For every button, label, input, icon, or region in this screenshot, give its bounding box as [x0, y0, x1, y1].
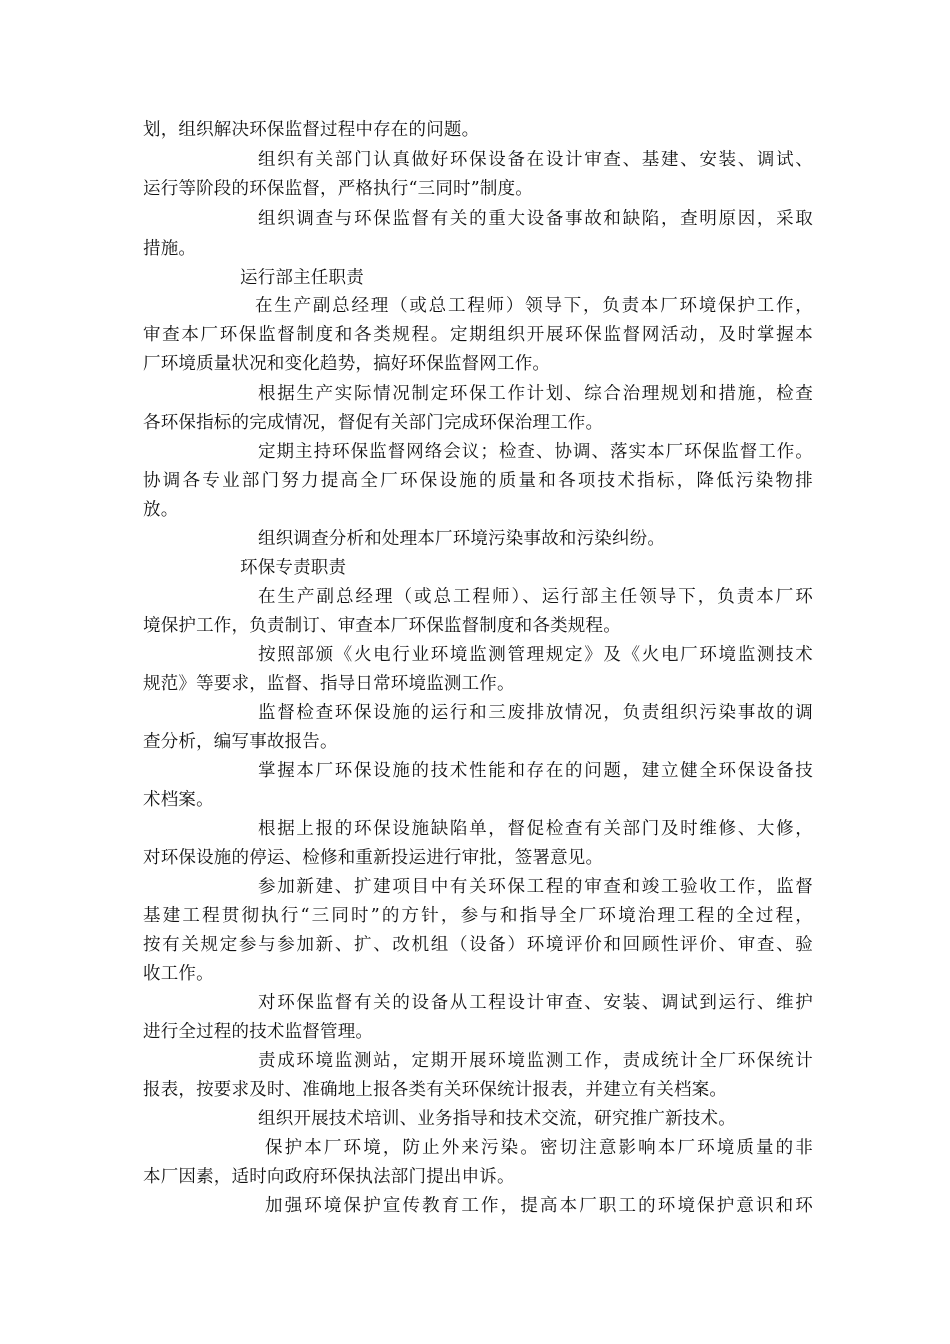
- paragraph-first-line: 加强环境保护宣传教育工作，提高本厂职工的环境保护意识和环: [265, 1196, 813, 1216]
- text-line: 术档案。: [143, 790, 214, 810]
- paragraph-first-line: 组织有关部门认真做好环保设备在设计审查、基建、安装、调试、: [258, 150, 813, 170]
- text-line: 收工作。: [143, 964, 214, 984]
- text-line: 划，组织解决环保监督过程中存在的问题。: [143, 120, 480, 140]
- text-line: 报表，按要求及时、准确地上报各类有关环保统计报表，并建立有关档案。: [143, 1080, 728, 1100]
- text-line: 放。: [143, 500, 179, 520]
- text-line: 按有关规定参与参加新、扩、改机组（设备）环境评价和回顾性评价、审查、验: [143, 935, 813, 955]
- text-line: 本厂因素，适时向政府环保执法部门提出申诉。: [143, 1167, 515, 1187]
- paragraph-first-line: 责成环境监测站，定期开展环境监测工作，责成统计全厂环保统计: [258, 1051, 813, 1071]
- text-line: 运行等阶段的环保监督，严格执行“三同时”制度。: [143, 179, 533, 199]
- section-heading: 环保专责职责: [240, 558, 347, 578]
- paragraph-first-line: 组织调查分析和处理本厂环境污染事故和污染纠纷。: [258, 529, 666, 549]
- text-line: 审查本厂环保监督制度和各类规程。定期组织开展环保监督网活动，及时掌握本: [143, 325, 813, 345]
- text-line: 境保护工作，负责制订、审查本厂环保监督制度和各类规程。: [143, 616, 621, 636]
- text-line: 厂环境质量状况和变化趋势，搞好环保监督网工作。: [143, 354, 551, 374]
- text-line: 查分析，编写事故报告。: [143, 732, 338, 752]
- section-heading: 运行部主任职责: [240, 268, 364, 288]
- paragraph-first-line: 在生产副总经理（或总工程师）领导下，负责本厂环境保护工作，: [255, 296, 813, 316]
- paragraph-first-line: 掌握本厂环保设施的技术性能和存在的问题，建立健全环保设备技: [258, 761, 813, 781]
- text-line: 基建工程贯彻执行“三同时”的方针，参与和指导全厂环境治理工程的全过程，: [143, 906, 813, 926]
- text-line: 协调各专业部门努力提高全厂环保设施的质量和各项技术指标，降低污染物排: [143, 471, 813, 491]
- paragraph-first-line: 对环保监督有关的设备从工程设计审查、安装、调试到运行、维护: [258, 993, 813, 1013]
- text-line: 措施。: [143, 239, 197, 259]
- paragraph-first-line: 定期主持环保监督网络会议；检查、协调、落实本厂环保监督工作。: [258, 442, 813, 462]
- paragraph-first-line: 组织开展技术培训、业务指导和技术交流，研究推广新技术。: [258, 1109, 736, 1129]
- paragraph-first-line: 在生产副总经理（或总工程师）、运行部主任领导下，负责本厂环: [258, 587, 813, 607]
- text-line: 进行全过程的技术监督管理。: [143, 1022, 374, 1042]
- text-line: 对环保设施的停运、检修和重新投运进行审批，签署意见。: [143, 848, 604, 868]
- paragraph-first-line: 组织调查与环保监督有关的重大设备事故和缺陷，查明原因，采取: [258, 209, 813, 229]
- paragraph-first-line: 参加新建、扩建项目中有关环保工程的审查和竣工验收工作，监督: [258, 877, 813, 897]
- paragraph-first-line: 监督检查环保设施的运行和三废排放情况，负责组织污染事故的调: [258, 703, 813, 723]
- paragraph-first-line: 根据生产实际情况制定环保工作计划、综合治理规划和措施，检查: [258, 384, 813, 404]
- paragraph-first-line: 保护本厂环境，防止外来污染。密切注意影响本厂环境质量的非: [265, 1138, 813, 1158]
- paragraph-first-line: 按照部颁《火电行业环境监测管理规定》及《火电厂环境监测技术: [258, 645, 813, 665]
- text-line: 规范》等要求，监督、指导日常环境监测工作。: [143, 674, 515, 694]
- paragraph-first-line: 根据上报的环保设施缺陷单，督促检查有关部门及时维修、大修，: [258, 819, 813, 839]
- text-line: 各环保指标的完成情况，督促有关部门完成环保治理工作。: [143, 413, 604, 433]
